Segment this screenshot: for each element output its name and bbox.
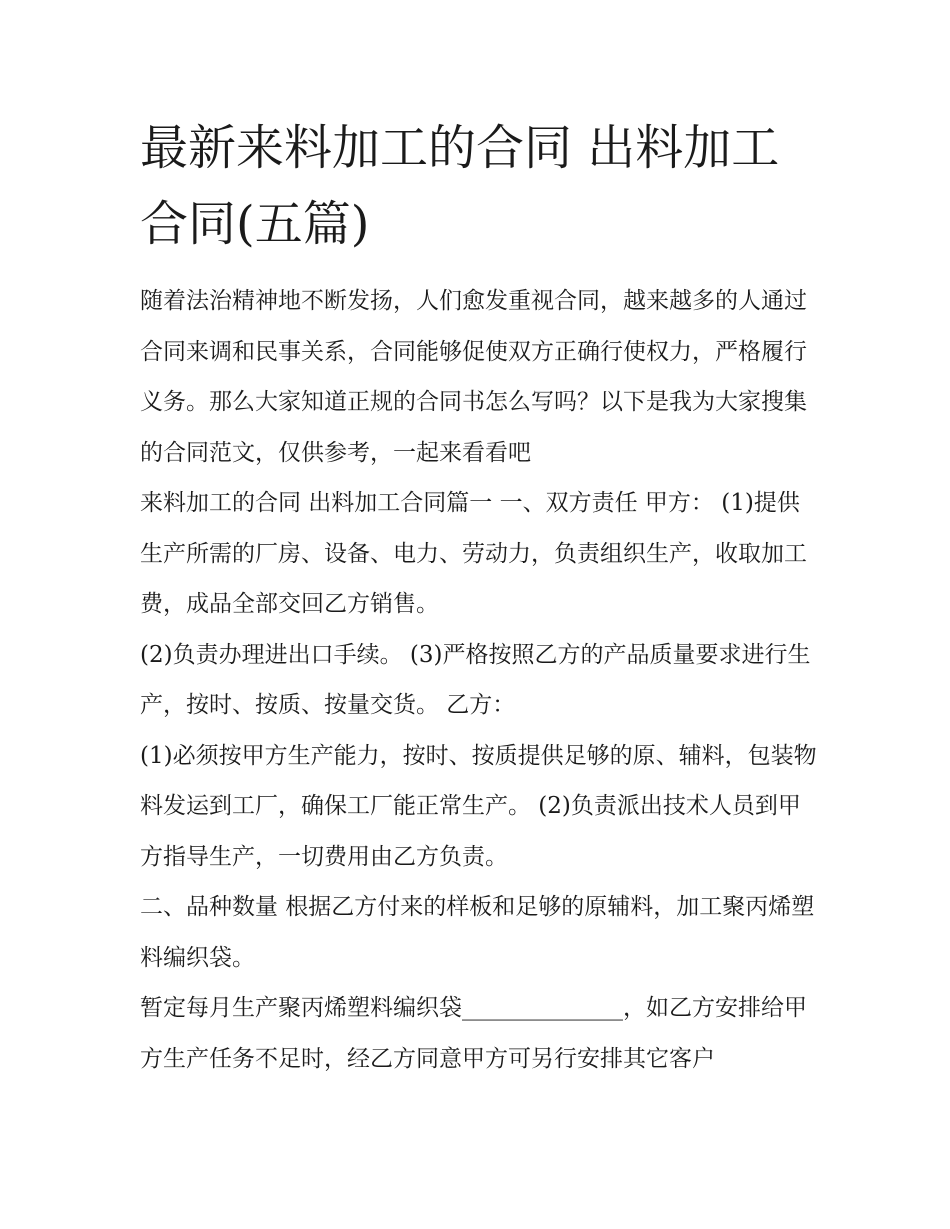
paragraph-intro: 随着法治精神地不断发扬，人们愈发重视合同，越来越多的人通过合同来调和民事关系，合同能够促使双方正确行使权力，严格履行义务。那么大家知道正规的合同书怎么写吗？以下是我为大家搜集的合同范文，仅供参考，一起来看看吧 [140, 288, 807, 466]
paragraph-party-a-duties: (2)负责办理进出口手续。 (3)严格按照乙方的产品质量要求进行生产，按时、按质、按量交货。 乙方： [140, 641, 811, 718]
paragraph-product-quantity: 二、品种数量 根据乙方付来的样板和足够的原辅料，加工聚丙烯塑料编织袋。 [140, 894, 815, 971]
document-page [140, 110, 820, 1084]
paragraph-party-b-duties: (1)必须按甲方生产能力，按时、按质提供足够的原、辅料，包装物料发运到工厂，确保工厂能正常生产。 (2)负责派出技术人员到甲方指导生产，一切费用由乙方负责。 [140, 742, 817, 870]
paragraph-monthly-production: 暂定每月生产聚丙烯塑料编织袋______________，如乙方安排给甲方生产任务不足时，经乙方同意甲方可另行安排其它客户 [140, 995, 807, 1072]
document-title: 最新来料加工的合同 出料加工合同(五篇) [140, 120, 780, 252]
paragraph-responsibilities: 来料加工的合同 出料加工合同篇一 一、双方责任 甲方： (1)提供生产所需的厂房、设备、电力、劳动力，负责组织生产，收取加工费，成品全部交回乙方销售。 [140, 490, 807, 617]
